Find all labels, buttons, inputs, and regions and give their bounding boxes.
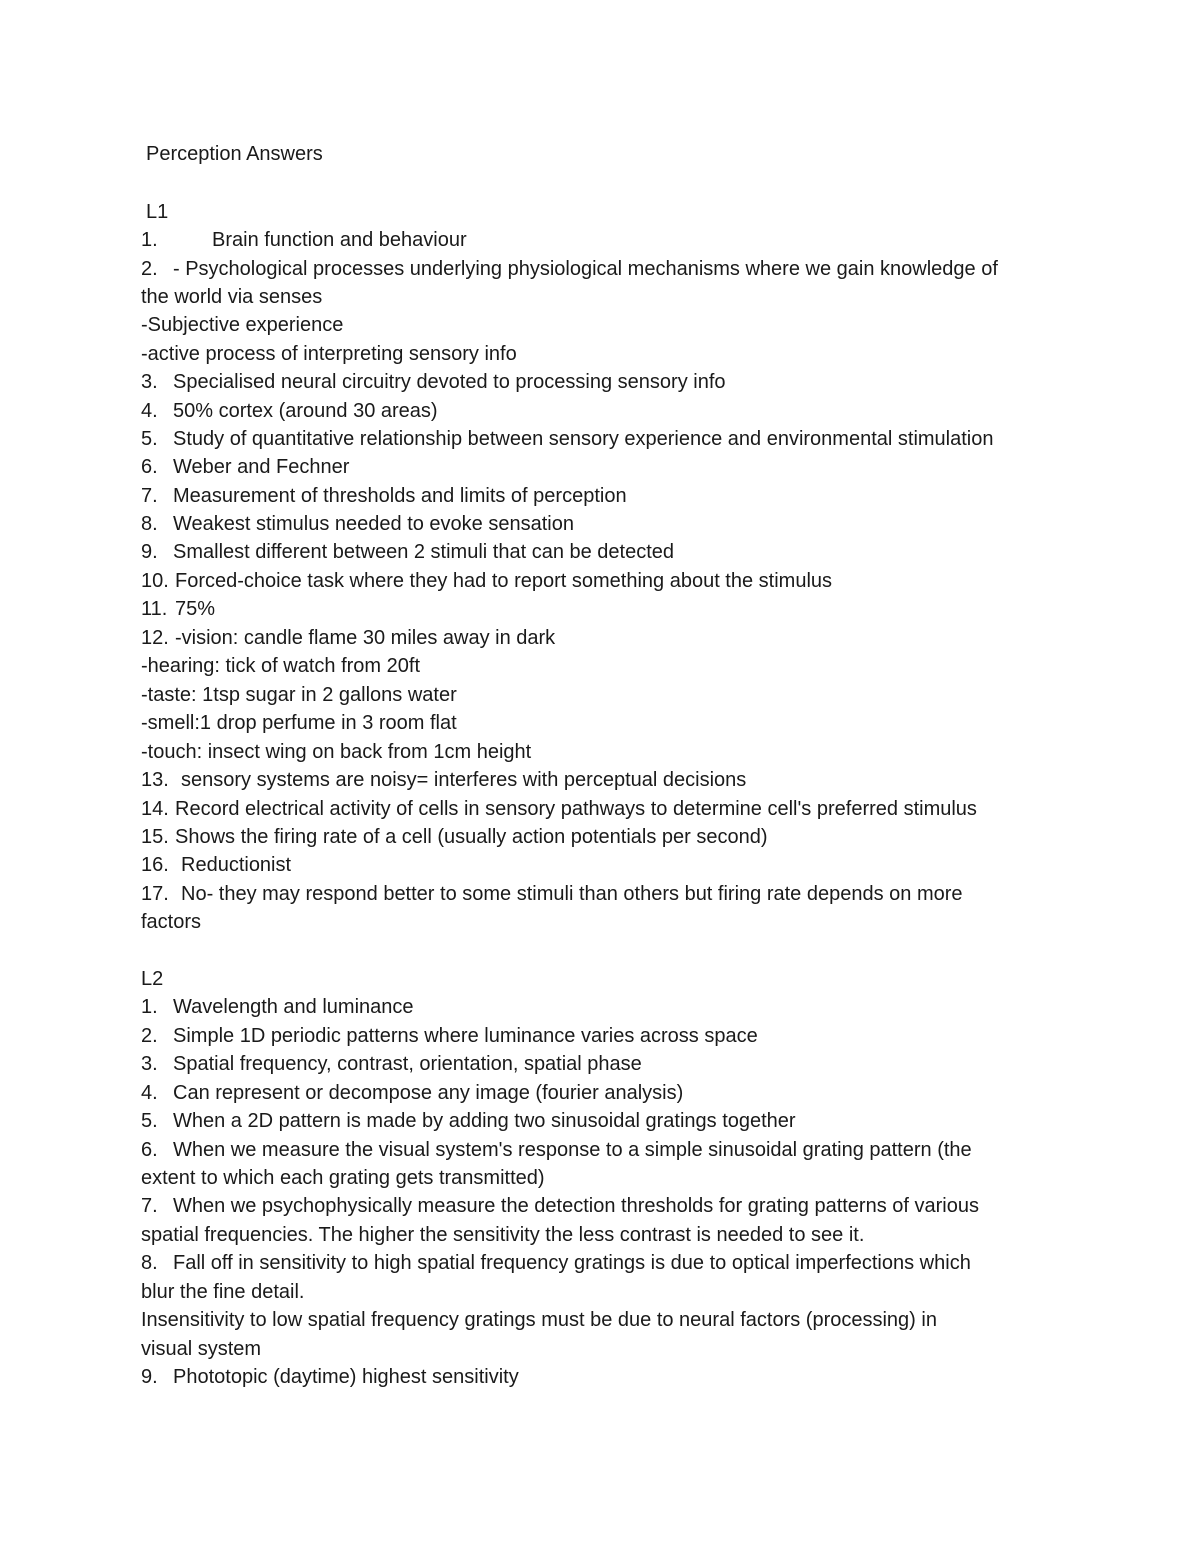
l1-line-24 xyxy=(141,882,963,906)
l2-line-2 xyxy=(141,1024,758,1048)
line-number: 11. xyxy=(141,598,168,620)
l1-line-8 xyxy=(141,427,994,451)
l1-line-6 xyxy=(141,370,726,394)
line-text: Record electrical activity of cells in sensory pathways to determine cell's preferred stimulus xyxy=(175,798,977,820)
line-text: -taste: 1tsp sugar in 2 gallons water xyxy=(141,684,457,706)
l1-line-17 xyxy=(141,683,457,707)
line-text: When we psychophysically measure the detection thresholds for grating patterns of various xyxy=(173,1195,979,1217)
line-number: 13. xyxy=(141,769,169,791)
line-text: Shows the firing rate of a cell (usually action potentials per second) xyxy=(175,826,768,848)
l2-line-11 xyxy=(141,1280,304,1304)
line-text: - Psychological processes underlying physiological mechanisms where we gain knowledge of xyxy=(173,258,998,280)
l1-line-1 xyxy=(141,228,467,252)
line-text: Smallest different between 2 stimuli that can be detected xyxy=(173,541,675,563)
line-number: 7. xyxy=(141,1195,158,1217)
line-number: 14. xyxy=(141,798,169,820)
line-text: visual system xyxy=(141,1338,262,1360)
line-text: blur the fine detail. xyxy=(141,1281,305,1303)
line-text: -active process of interpreting sensory info xyxy=(141,343,517,365)
line-text: factors xyxy=(141,911,202,933)
l2-line-9 xyxy=(141,1223,864,1247)
line-text: 50% cortex (around 30 areas) xyxy=(173,400,438,422)
l1-line-15 xyxy=(141,626,555,650)
line-text: -touch: insect wing on back from 1cm height xyxy=(141,741,532,763)
l1-line-14 xyxy=(141,597,215,621)
l1-line-5 xyxy=(141,342,517,366)
line-text: When we measure the visual system's response to a simple sinusoidal grating pattern (the xyxy=(173,1139,972,1161)
line-number: 12. xyxy=(141,627,169,649)
line-text: Fall off in sensitivity to high spatial frequency gratings is due to optical imperfections which xyxy=(173,1252,971,1274)
line-number: 16. xyxy=(141,854,169,876)
line-number: 1. xyxy=(141,229,158,251)
l1-line-20 xyxy=(141,768,746,792)
line-text: Study of quantitative relationship between sensory experience and environmental stimulation xyxy=(173,428,994,450)
line-number: 2. xyxy=(141,258,158,280)
l1-line-13 xyxy=(141,569,832,593)
line-number: 8. xyxy=(141,1252,158,1274)
l1-line-3 xyxy=(141,285,322,309)
l1-line-19 xyxy=(141,740,531,764)
l2-line-14 xyxy=(141,1365,519,1389)
line-text: extent to which each grating gets transmitted) xyxy=(141,1167,545,1189)
l2-line-12 xyxy=(141,1308,937,1332)
line-text: sensory systems are noisy= interferes with perceptual decisions xyxy=(181,769,747,791)
line-text: -hearing: tick of watch from 20ft xyxy=(141,655,421,677)
line-text: Specialised neural circuitry devoted to processing sensory info xyxy=(173,371,726,393)
line-text: -vision: candle flame 30 miles away in dark xyxy=(175,627,556,649)
line-number: 4. xyxy=(141,400,158,422)
l2-line-5 xyxy=(141,1109,796,1133)
line-number: 17. xyxy=(141,883,169,905)
line-text: -smell:1 drop perfume in 3 room flat xyxy=(141,712,457,734)
line-number: 6. xyxy=(141,456,158,478)
section-heading-l2: L2 xyxy=(141,968,164,990)
l1-line-22 xyxy=(141,825,768,849)
line-text: Phototopic (daytime) highest sensitivity xyxy=(173,1366,519,1388)
line-number: 5. xyxy=(141,1110,158,1132)
line-number: 9. xyxy=(141,541,158,563)
l1-line-11 xyxy=(141,512,574,536)
l1-line-16 xyxy=(141,654,420,678)
line-text: Simple 1D periodic patterns where luminance varies across space xyxy=(173,1025,758,1047)
line-text: Weber and Fechner xyxy=(173,456,350,478)
line-text: Weakest stimulus needed to evoke sensation xyxy=(173,513,574,535)
line-number: 7. xyxy=(141,485,158,507)
line-number: 3. xyxy=(141,371,158,393)
l2-line-13 xyxy=(141,1337,261,1361)
line-number: 9. xyxy=(141,1366,158,1388)
l2-line-8 xyxy=(141,1194,979,1218)
section-heading-l1: L1 xyxy=(146,201,169,223)
line-text: When a 2D pattern is made by adding two sinusoidal gratings together xyxy=(173,1110,796,1132)
line-text: Reductionist xyxy=(181,854,292,876)
line-number: 4. xyxy=(141,1082,158,1104)
l2-line-10 xyxy=(141,1251,971,1275)
line-text: 75% xyxy=(175,598,216,620)
l1-line-23 xyxy=(141,853,291,877)
line-text: spatial frequencies. The higher the sensitivity the less contrast is needed to see it. xyxy=(141,1224,865,1246)
line-number: 8. xyxy=(141,513,158,535)
line-text: Forced-choice task where they had to report something about the stimulus xyxy=(175,570,833,592)
l2-line-4 xyxy=(141,1081,683,1105)
line-number: 3. xyxy=(141,1053,158,1075)
l2-line-3 xyxy=(141,1052,642,1076)
line-number: 1. xyxy=(141,996,158,1018)
line-text: Insensitivity to low spatial frequency gratings must be due to neural factors (processing) in xyxy=(141,1309,937,1331)
line-text: Spatial frequency, contrast, orientation, spatial phase xyxy=(173,1053,642,1075)
document-title: Perception Answers xyxy=(146,143,323,165)
l1-line-25 xyxy=(141,910,201,934)
line-text: Wavelength and luminance xyxy=(173,996,414,1018)
line-text: -Subjective experience xyxy=(141,314,344,336)
l1-line-2 xyxy=(141,257,998,281)
l1-line-12 xyxy=(141,540,674,564)
line-text: Can represent or decompose any image (fourier analysis) xyxy=(173,1082,684,1104)
line-number: 6. xyxy=(141,1139,158,1161)
line-number: 5. xyxy=(141,428,158,450)
l1-line-21 xyxy=(141,797,977,821)
line-text: Measurement of thresholds and limits of perception xyxy=(173,485,627,507)
line-number: 2. xyxy=(141,1025,158,1047)
line-number: 15. xyxy=(141,826,169,848)
l1-line-4 xyxy=(141,313,343,337)
line-text: Brain function and behaviour xyxy=(212,229,467,251)
l2-line-6 xyxy=(141,1138,972,1162)
l1-line-10 xyxy=(141,484,627,508)
l2-line-1 xyxy=(141,995,414,1019)
line-text: the world via senses xyxy=(141,286,323,308)
line-text: No- they may respond better to some stimuli than others but firing rate depends on more xyxy=(181,883,963,905)
line-number: 10. xyxy=(141,570,169,592)
l1-line-9 xyxy=(141,455,349,479)
l2-line-7 xyxy=(141,1166,545,1190)
l1-line-18 xyxy=(141,711,457,735)
l1-line-7 xyxy=(141,399,438,423)
